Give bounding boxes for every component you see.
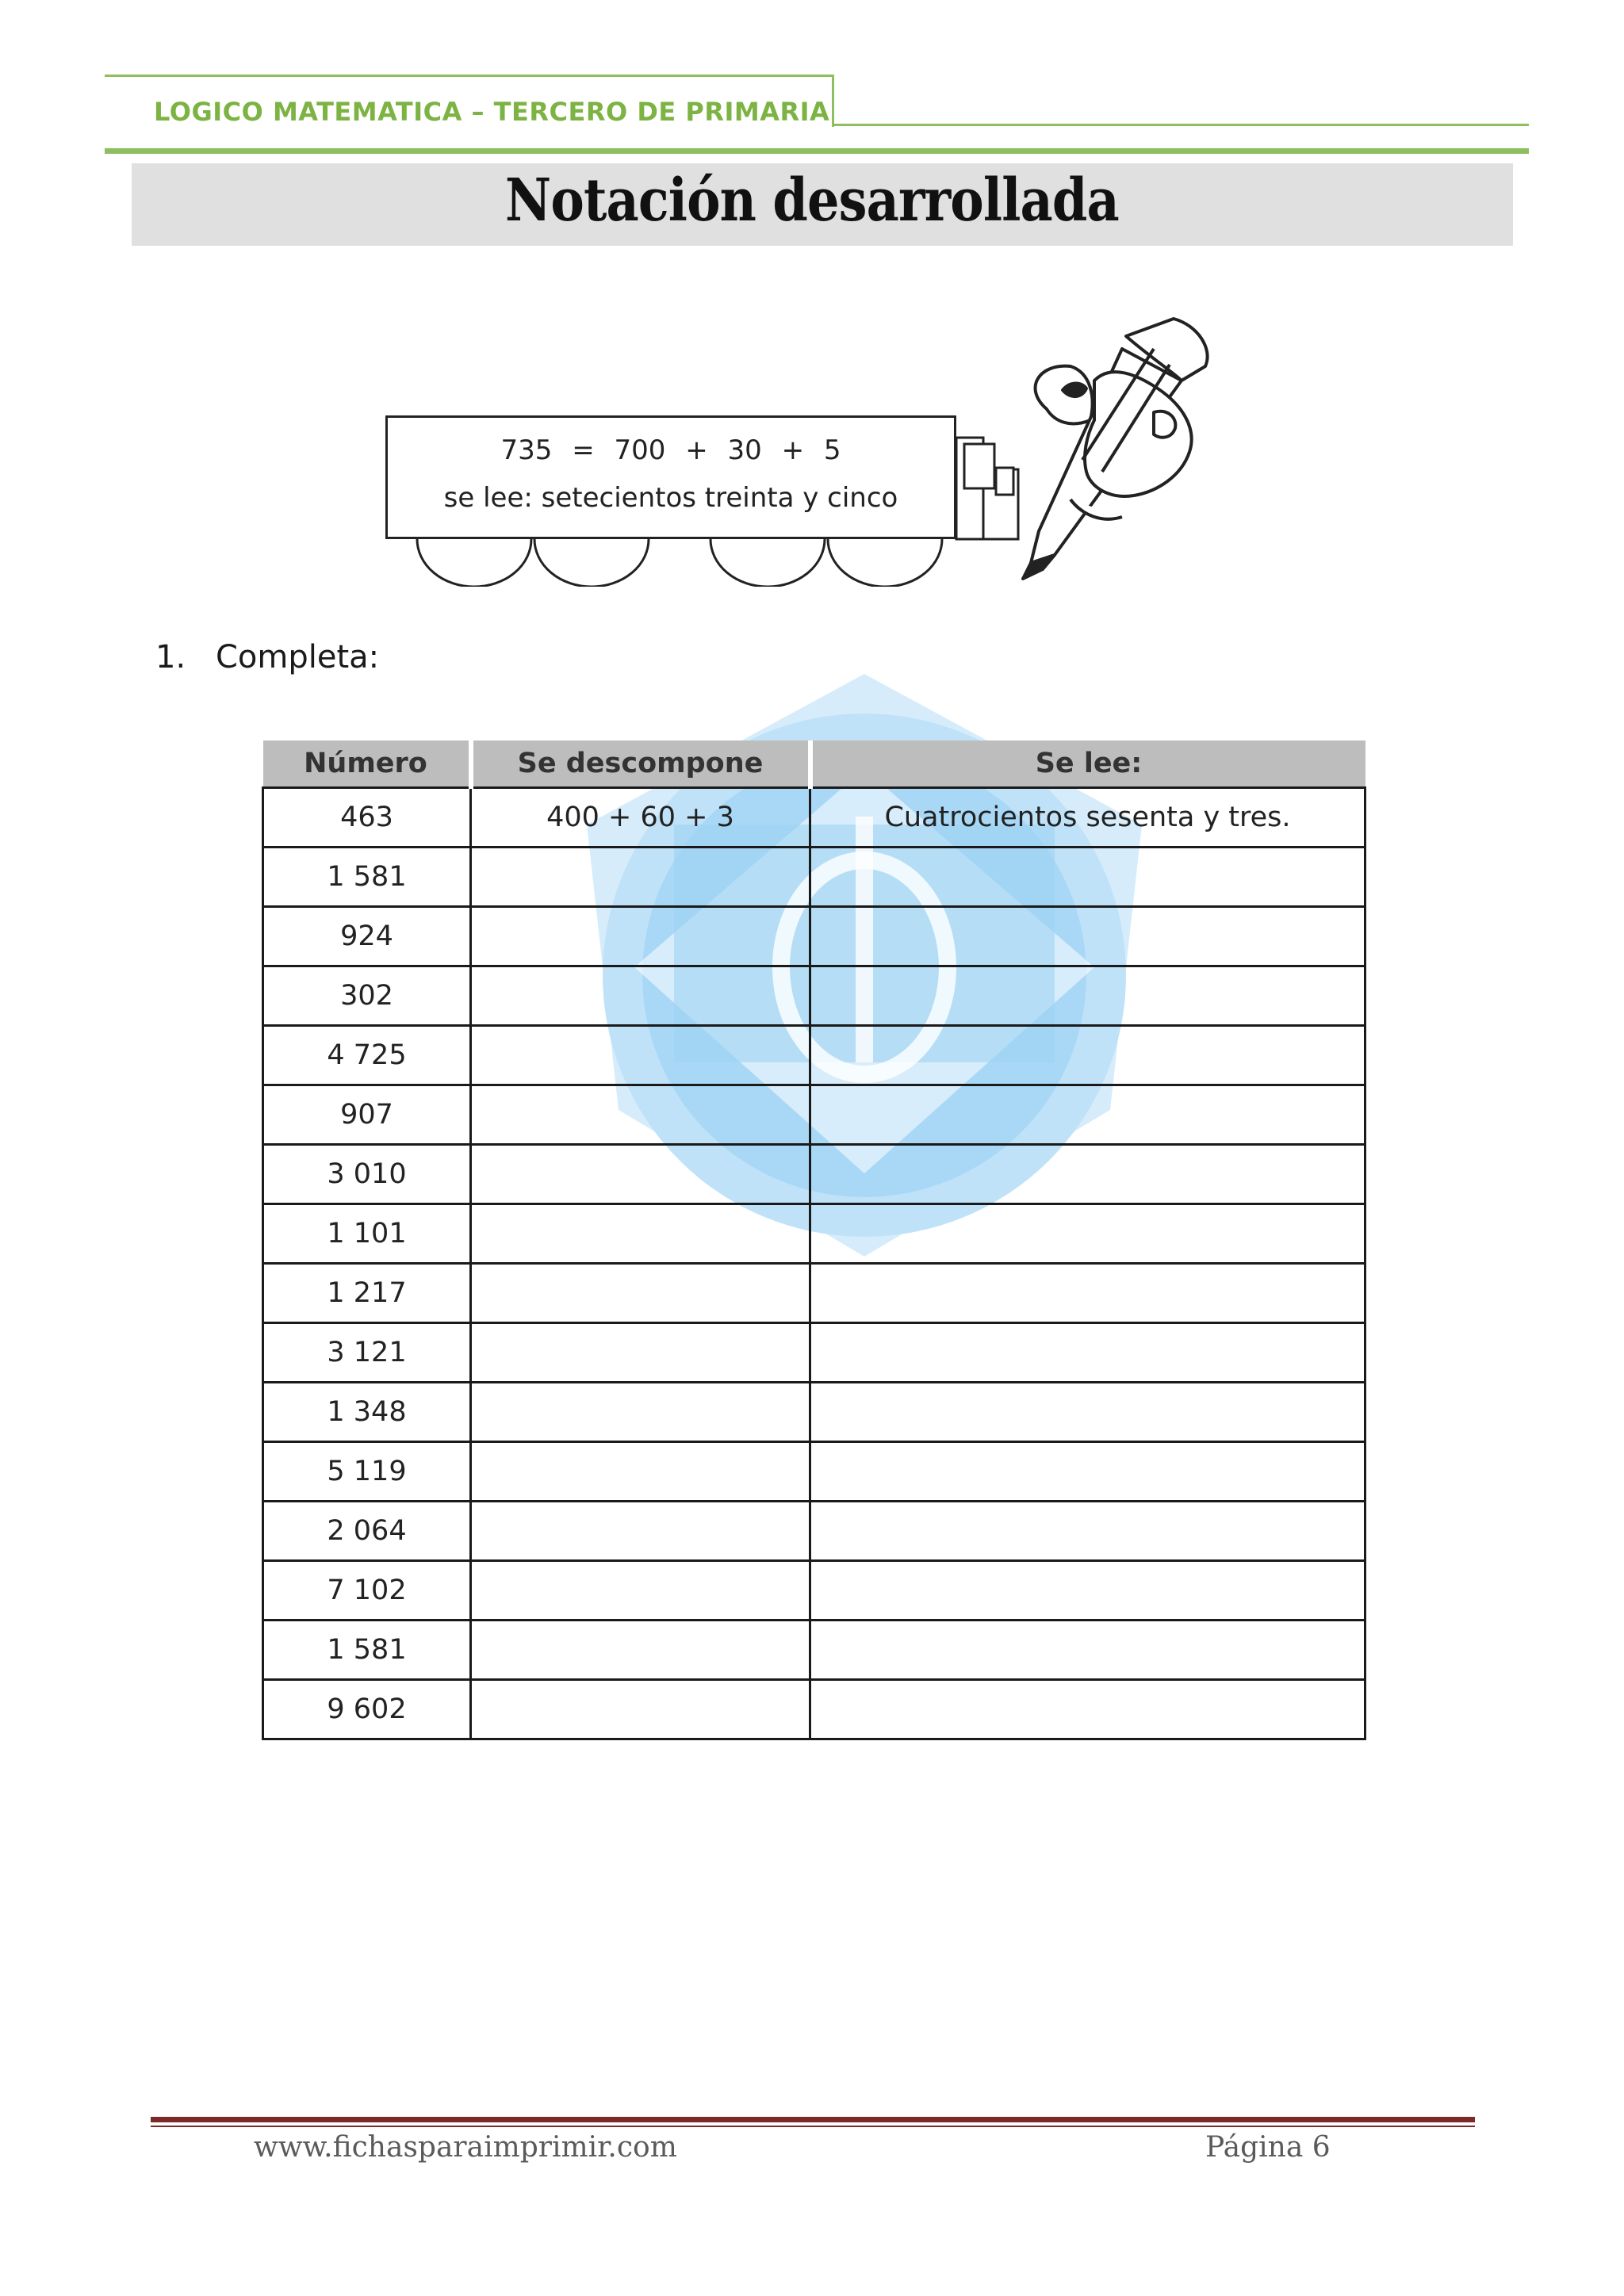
table-row [263, 1442, 1365, 1502]
number-cell: 1 581 [263, 848, 471, 907]
header-number: Número [263, 740, 471, 788]
reading-cell[interactable] [810, 1204, 1365, 1264]
footer-website: www.fichasparaimprimir.com [254, 2131, 677, 2164]
number-cell: 3 121 [263, 1323, 471, 1383]
reading-cell[interactable] [810, 1145, 1365, 1204]
table-row [263, 966, 1365, 1026]
exercise-number: 1. [155, 639, 186, 675]
number-cell: 7 102 [263, 1561, 471, 1621]
footer-rule [151, 2117, 1475, 2122]
reading-cell[interactable] [810, 1264, 1365, 1323]
number-cell: 463 [263, 788, 471, 848]
number-cell: 924 [263, 907, 471, 966]
header-rule [834, 124, 1529, 126]
decomposition-cell[interactable] [471, 1680, 810, 1739]
number-cell: 907 [263, 1085, 471, 1145]
reading-cell[interactable] [810, 1561, 1365, 1621]
number-cell: 302 [263, 966, 471, 1026]
number-cell: 2 064 [263, 1502, 471, 1561]
decomposition-cell[interactable] [471, 1026, 810, 1085]
table-row [263, 1026, 1365, 1085]
reading-cell[interactable] [810, 1323, 1365, 1383]
table-header-row [263, 740, 1365, 788]
decomposition-cell[interactable] [471, 1561, 810, 1621]
table-row [263, 1680, 1365, 1739]
table-row [263, 1085, 1365, 1145]
number-cell: 1 101 [263, 1204, 471, 1264]
subject-label: LOGICO MATEMATICA – TERCERO DE PRIMARIA [154, 97, 830, 127]
footer-rule-thin [151, 2126, 1475, 2127]
number-cell: 1 348 [263, 1383, 471, 1442]
reading-cell[interactable] [810, 1085, 1365, 1145]
decomposition-cell[interactable] [471, 848, 810, 907]
table-row [263, 907, 1365, 966]
decomposition-cell[interactable]: 400 + 60 + 3 [471, 788, 810, 848]
decomposition-cell[interactable] [471, 1502, 810, 1561]
reading-cell[interactable] [810, 1621, 1365, 1680]
decomposition-cell[interactable] [471, 1383, 810, 1442]
example-reading: se lee: setecientos treinta y cinco [443, 482, 898, 514]
header-underline [105, 148, 1529, 154]
page-title: Notación desarrollada [505, 166, 1119, 235]
reading-cell[interactable] [810, 907, 1365, 966]
reading-cell[interactable] [810, 1026, 1365, 1085]
number-cell: 9 602 [263, 1680, 471, 1739]
exercise-instruction: Completa: [216, 639, 380, 675]
decomposition-cell[interactable] [471, 1145, 810, 1204]
decomposition-cell[interactable] [471, 1204, 810, 1264]
decomposition-table [262, 740, 1366, 1740]
table-row [263, 1264, 1365, 1323]
reading-cell[interactable] [810, 1680, 1365, 1739]
reading-cell[interactable] [810, 1383, 1365, 1442]
footer-page-number: Página 6 [1205, 2131, 1331, 2164]
number-cell: 5 119 [263, 1442, 471, 1502]
example-equation: 735 = 700 + 30 + 5 [500, 434, 841, 466]
decomposition-cell[interactable] [471, 966, 810, 1026]
decomposition-cell[interactable] [471, 1323, 810, 1383]
header-decomposition: Se descompone [471, 740, 810, 788]
number-cell: 4 725 [263, 1026, 471, 1085]
table-row [263, 1323, 1365, 1383]
decomposition-cell[interactable] [471, 907, 810, 966]
reading-cell[interactable] [810, 848, 1365, 907]
reading-cell[interactable] [810, 1442, 1365, 1502]
table-row [263, 1502, 1365, 1561]
number-cell: 3 010 [263, 1145, 471, 1204]
table-row [263, 848, 1365, 907]
table-row [263, 1383, 1365, 1442]
table-row [263, 1621, 1365, 1680]
table-row [263, 788, 1365, 848]
number-cell: 1 217 [263, 1264, 471, 1323]
number-cell: 1 581 [263, 1621, 471, 1680]
reading-cell[interactable]: Cuatrocientos sesenta y tres. [810, 788, 1365, 848]
table-row [263, 1561, 1365, 1621]
reading-cell[interactable] [810, 966, 1365, 1026]
decomposition-cell[interactable] [471, 1085, 810, 1145]
decomposition-cell[interactable] [471, 1621, 810, 1680]
decomposition-cell[interactable] [471, 1264, 810, 1323]
decomposition-cell[interactable] [471, 1442, 810, 1502]
table-row [263, 1145, 1365, 1204]
reading-cell[interactable] [810, 1502, 1365, 1561]
header-reading: Se lee: [810, 740, 1365, 788]
table-row [263, 1204, 1365, 1264]
